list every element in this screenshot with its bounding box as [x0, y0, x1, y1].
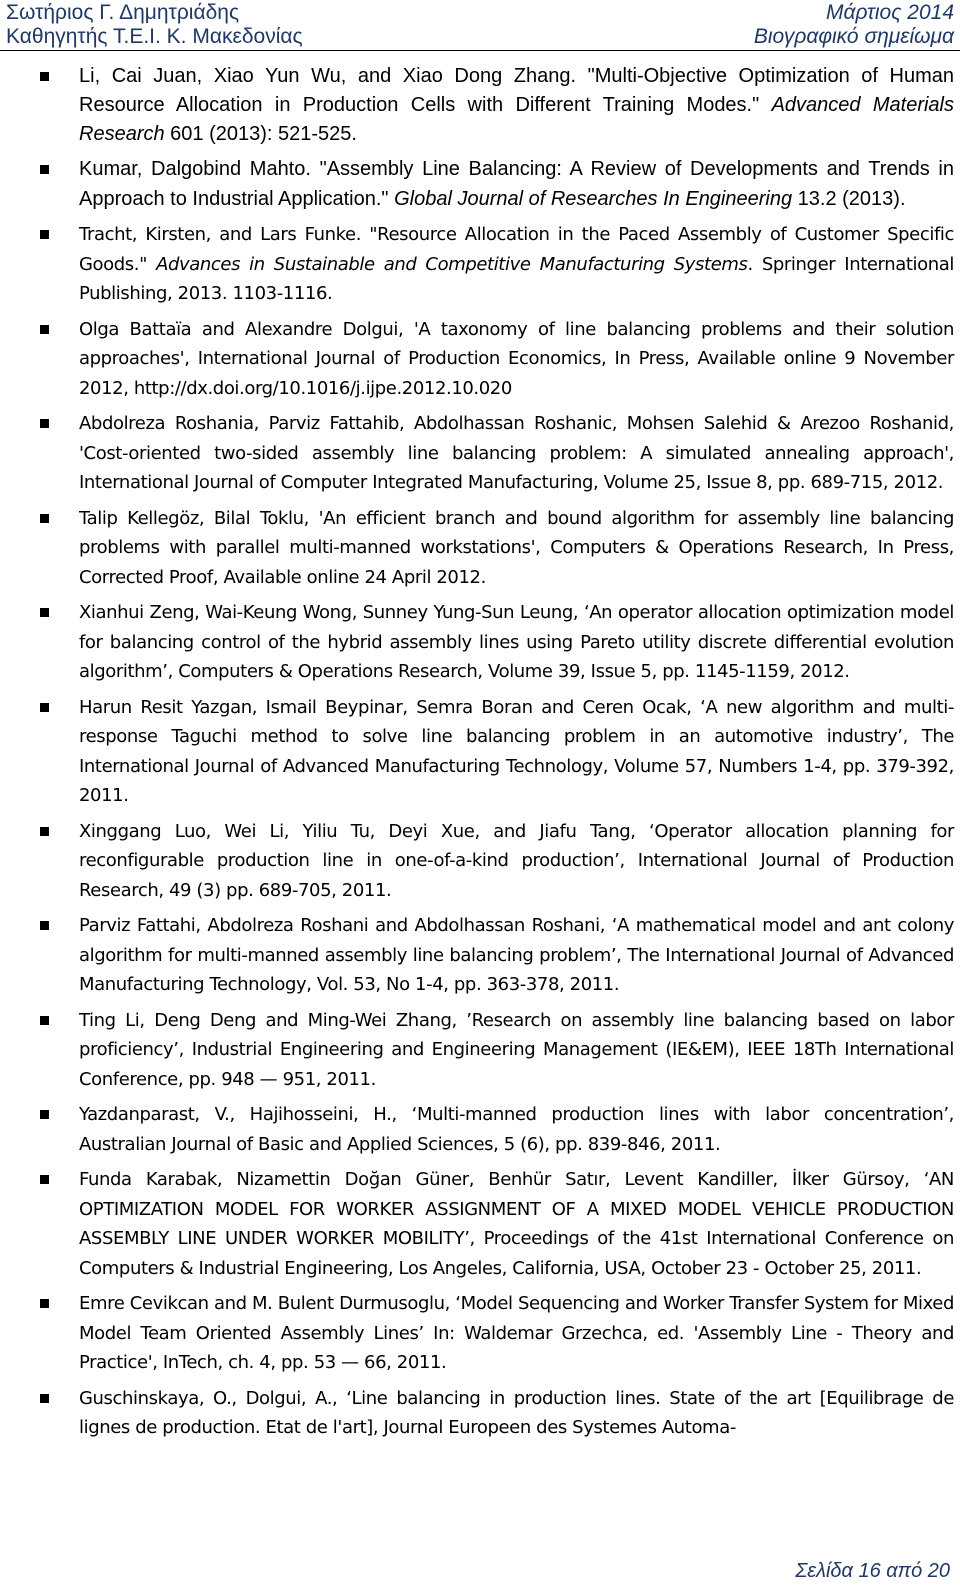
square-bullet-icon	[40, 1110, 49, 1119]
header-doc-type: Βιογραφικό σημείωμα	[753, 25, 954, 48]
reference-text: Guschinskaya, O., Dolgui, A., ‘Line balancing in production lines. State of the art [Equilibrage de lignes de production. Etat de l'art], Journal Europeen des Systemes Automa-	[79, 1387, 954, 1438]
square-bullet-icon	[40, 1016, 49, 1025]
square-bullet-icon	[40, 1299, 49, 1308]
reference-item	[40, 1384, 954, 1443]
reference-text: Talip Kellegöz, Bilal Toklu, 'An efficient branch and bound algorithm for assembly line balancing problems with parallel multi-manned workstations', Computers & Operations Research, In Press, Corrected Proof, Available online 24 April 2012.	[79, 507, 954, 588]
square-bullet-icon	[40, 1175, 49, 1184]
square-bullet-icon	[40, 165, 49, 174]
reference-text: Kumar, Dalgobind Mahto. "Assembly Line Balancing: A Review of Developments and Trends in Approach to Industrial Application."	[79, 158, 954, 210]
reference-item	[40, 817, 954, 906]
square-bullet-icon	[40, 72, 49, 81]
square-bullet-icon	[40, 230, 49, 239]
reference-text: Olga Battaïa and Alexandre Dolgui, 'A taxonomy of line balancing problems and their solution approaches', International Journal of Production Economics, In Press, Available online 9 November 2012, http://dx.doi.org/10.1016/j.ijpe.2012.10.020	[79, 318, 954, 399]
reference-tail: 13.2 (2013).	[792, 187, 906, 210]
page-header	[0, 0, 960, 51]
reference-item	[40, 1006, 954, 1095]
reference-item	[40, 220, 954, 309]
square-bullet-icon	[40, 419, 49, 428]
reference-item	[40, 155, 954, 214]
square-bullet-icon	[40, 827, 49, 836]
reference-text: Harun Resit Yazgan, Ismail Beypinar, Semra Boran and Ceren Ocak, ‘A new algorithm and multi-response Taguchi method to solve line balancing problem in an automotive industry’, The International Journal of Advanced Manufacturing Technology, Volume 57, Numbers 1-4, pp. 379-392, 2011.	[79, 696, 954, 806]
reference-text: Emre Cevikcan and M. Bulent Durmusoglu, ‘Model Sequencing and Worker Transfer System for Mixed Model Team Oriented Assembly Lines’ In: Waldemar Grzechca, ed. 'Assembly Line - Theory and Practice', InTech, ch. 4, pp. 53 — 66, 2011.	[79, 1293, 954, 1373]
reference-item	[40, 1100, 954, 1159]
square-bullet-icon	[40, 514, 49, 523]
reference-source: Global Journal of Researches In Engineering	[394, 187, 793, 210]
square-bullet-icon	[40, 608, 49, 617]
reference-item	[40, 911, 954, 1000]
reference-item	[40, 62, 954, 149]
reference-text: Abdolreza Roshania, Parviz Fattahib, Abdolhassan Roshanic, Mohsen Salehid & Arezoo Roshanid, 'Cost-oriented two-sided assembly line balancing problem: A simulated annealing approach', International Journal of Computer Integrated Manufacturing, Volume 25, Issue 8, pp. 689-715, 2012.	[79, 413, 954, 493]
square-bullet-icon	[40, 703, 49, 712]
reference-text: Xinggang Luo, Wei Li, Yiliu Tu, Deyi Xue, and Jiafu Tang, ‘Operator allocation planning for reconfigurable production line in one-of-a-kind production’, International Journal of Production Research, 49 (3) pp. 689-705, 2011.	[79, 820, 954, 901]
header-author: Σωτήριος Γ. Δημητριάδης	[6, 1, 240, 24]
reference-item	[40, 693, 954, 811]
square-bullet-icon	[40, 325, 49, 334]
reference-text: Li, Cai Juan, Xiao Yun Wu, and Xiao Dong Zhang. "Multi-Objective Optimization of Human Resource Allocation in Production Cells with Different Training Modes."	[79, 65, 954, 116]
square-bullet-icon	[40, 1394, 49, 1403]
reference-item	[40, 504, 954, 593]
reference-source: Advanced Materials Research	[79, 94, 954, 145]
square-bullet-icon	[40, 921, 49, 930]
reference-item	[40, 598, 954, 687]
reference-text: Tracht, Kirsten, and Lars Funke. "Resource Allocation in the Paced Assembly of Customer Specific Goods."	[79, 224, 954, 275]
reference-text: Xianhui Zeng, Wai-Keung Wong, Sunney Yung-Sun Leung, ‘An operator allocation optimization model for balancing control of the hybrid assembly lines using Pareto utility discrete differential evolution algorithm’, Computers & Operations Research, Volume 39, Issue 5, pp. 1145-1159, 2012.	[79, 602, 954, 682]
reference-text: Parviz Fattahi, Abdolreza Roshani and Abdolhassan Roshani, ‘A mathematical model and ant colony algorithm for multi-manned assembly line balancing problem’, The International Journal of Advanced Manufacturing Technology, Vol. 53, No 1-4, pp. 363-378, 2011.	[79, 915, 954, 995]
page-number: Σελίδα 16 από 20	[795, 1560, 950, 1582]
header-date: Μάρτιος 2014	[826, 1, 954, 24]
reference-tail: 601 (2013): 521-525.	[164, 123, 357, 145]
reference-text: Yazdanparast, V., Hajihosseini, H., ‘Multi-manned production lines with labor concentration’, Australian Journal of Basic and Applied Sciences, 5 (6), pp. 839-846, 2011.	[79, 1104, 954, 1155]
reference-list	[40, 62, 954, 1449]
reference-tail: . Springer International Publishing, 2013. 1103-1116.	[79, 253, 954, 304]
header-position: Καθηγητής Τ.Ε.Ι. Κ. Μακεδονίας	[6, 25, 303, 48]
reference-item	[40, 1165, 954, 1283]
reference-text: Funda Karabak, Nizamettin Doğan Güner, Benhür Satır, Levent Kandiller, İlker Gürsoy, ‘AN OPTIMIZATION MODEL FOR WORKER ASSIGNMENT OF A MIXED MODEL VEHICLE PRODUCTION ASSEMBLY LINE UNDER WORKER MOBILITY’, Proceedings of the 41st International Conference on Computers & Industrial Engineering, Los Angeles, California, USA, October 23 - October 25, 2011.	[79, 1169, 954, 1279]
reference-item	[40, 409, 954, 498]
reference-source: Advances in Sustainable and Competitive Manufacturing Systems	[156, 253, 748, 275]
reference-text: Ting Li, Deng Deng and Ming-Wei Zhang, ’Research on assembly line balancing based on labor proficiency’, Industrial Engineering and Engineering Management (IE&EM), IEEE 18Th International Conference, pp. 948 — 951, 2011.	[79, 1009, 954, 1090]
reference-item	[40, 1289, 954, 1378]
reference-item	[40, 315, 954, 404]
